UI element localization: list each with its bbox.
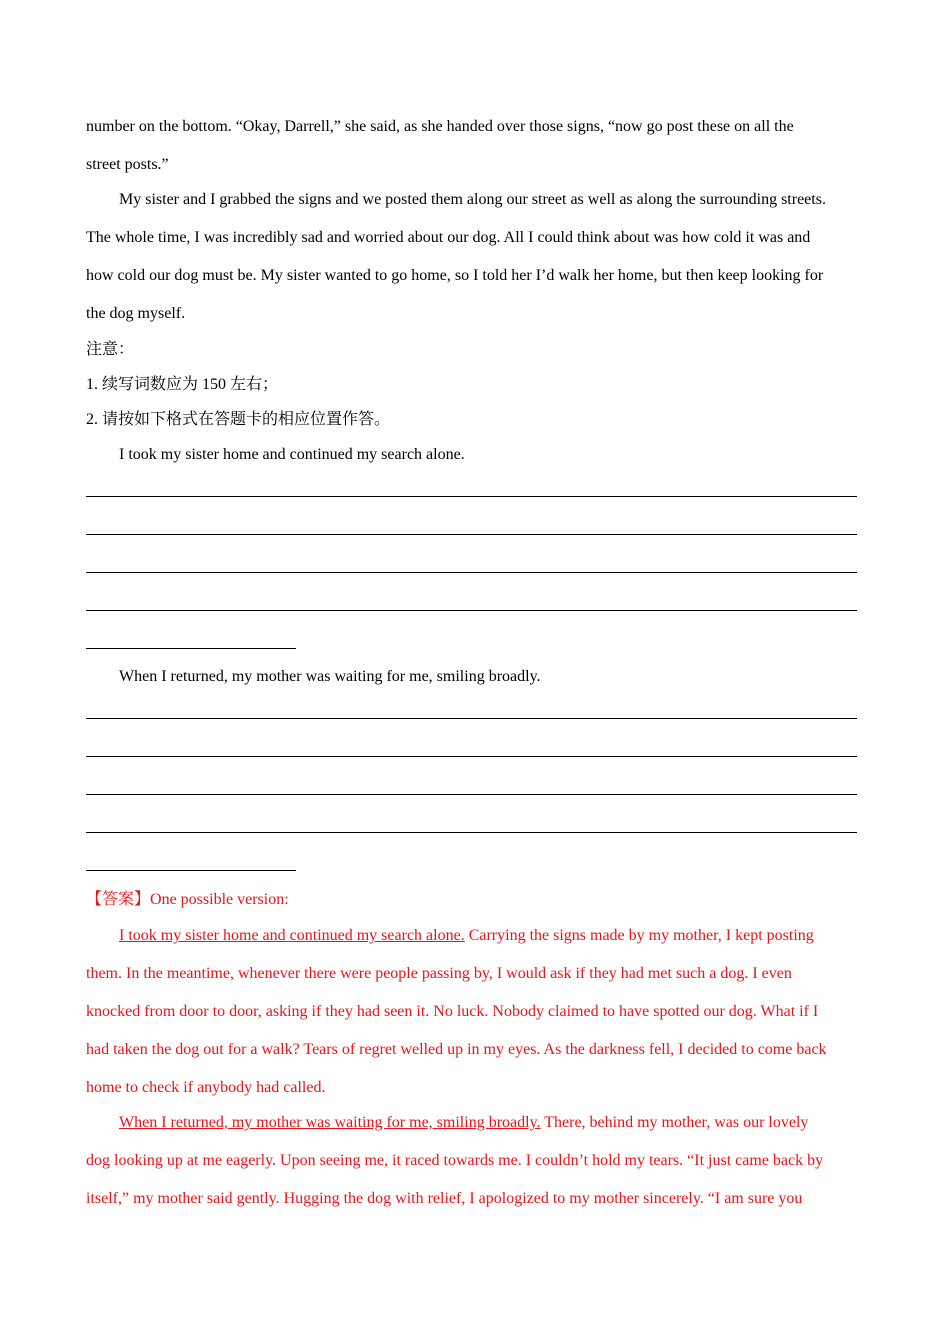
writing-line <box>86 870 296 871</box>
passage-line: The whole time, I was incredibly sad and worried about our dog. All I could think about was how cold it was and <box>86 229 811 246</box>
passage-line: how cold our dog must be. My sister wanted to go home, so I told her I’d walk her home, but then keep looking for <box>86 267 824 284</box>
answer-line: dog looking up at me eagerly. Upon seeing me, it raced towards me. I couldn’t hold my tears. “It just came back by <box>86 1152 824 1169</box>
passage-line: My sister and I grabbed the signs and we posted them along our street as well as along the surrounding streets. <box>119 191 826 208</box>
answer-p2-prompt: When I returned, my mother was waiting for me, smiling broadly. <box>119 1114 541 1131</box>
paragraph2-prompt: When I returned, my mother was waiting for me, smiling broadly. <box>119 668 541 685</box>
answer-line: home to check if anybody had called. <box>86 1079 326 1096</box>
answer-label: 【答案】 <box>86 891 151 908</box>
passage-line: street posts.” <box>86 156 169 173</box>
passage-line: number on the bottom. “Okay, Darrell,” she said, as she handed over those signs, “now go post these on all the <box>86 118 794 135</box>
notes-item: 1. 续写词数应为 150 左右； <box>86 376 279 393</box>
answer-p1-prompt: I took my sister home and continued my search alone. <box>119 927 465 944</box>
answer-line: them. In the meantime, whenever there were people passing by, I would ask if they had met such a dog. I even <box>86 965 792 982</box>
writing-line <box>86 572 857 573</box>
answer-heading <box>86 890 866 910</box>
writing-line <box>86 832 857 833</box>
paragraph1-prompt: I took my sister home and continued my search alone. <box>119 446 465 463</box>
answer-text: There, behind my mother, was our lovely <box>540 1114 809 1131</box>
writing-line <box>86 718 857 719</box>
answer-line: had taken the dog out for a walk? Tears of regret welled up in my eyes. As the darkness fell, I decided to come back <box>86 1041 827 1058</box>
answer-line <box>119 926 899 946</box>
notes-heading: 注意： <box>86 341 135 358</box>
writing-line <box>86 496 857 497</box>
notes-item: 2. 请按如下格式在答题卡的相应位置作答。 <box>86 411 391 428</box>
answer-line <box>119 1113 899 1133</box>
answer-line: itself,” my mother said gently. Hugging the dog with relief, I apologized to my mother sincerely. “I am sure you <box>86 1190 803 1207</box>
writing-line <box>86 610 857 611</box>
writing-line <box>86 756 857 757</box>
writing-line <box>86 648 296 649</box>
answer-intro: One possible version: <box>150 891 289 908</box>
passage-line: the dog myself. <box>86 305 186 322</box>
writing-line <box>86 534 857 535</box>
answer-text: Carrying the signs made by my mother, I kept posting <box>464 927 814 944</box>
writing-line <box>86 794 857 795</box>
answer-line: knocked from door to door, asking if they had seen it. No luck. Nobody claimed to have spotted our dog. What if I <box>86 1003 819 1020</box>
